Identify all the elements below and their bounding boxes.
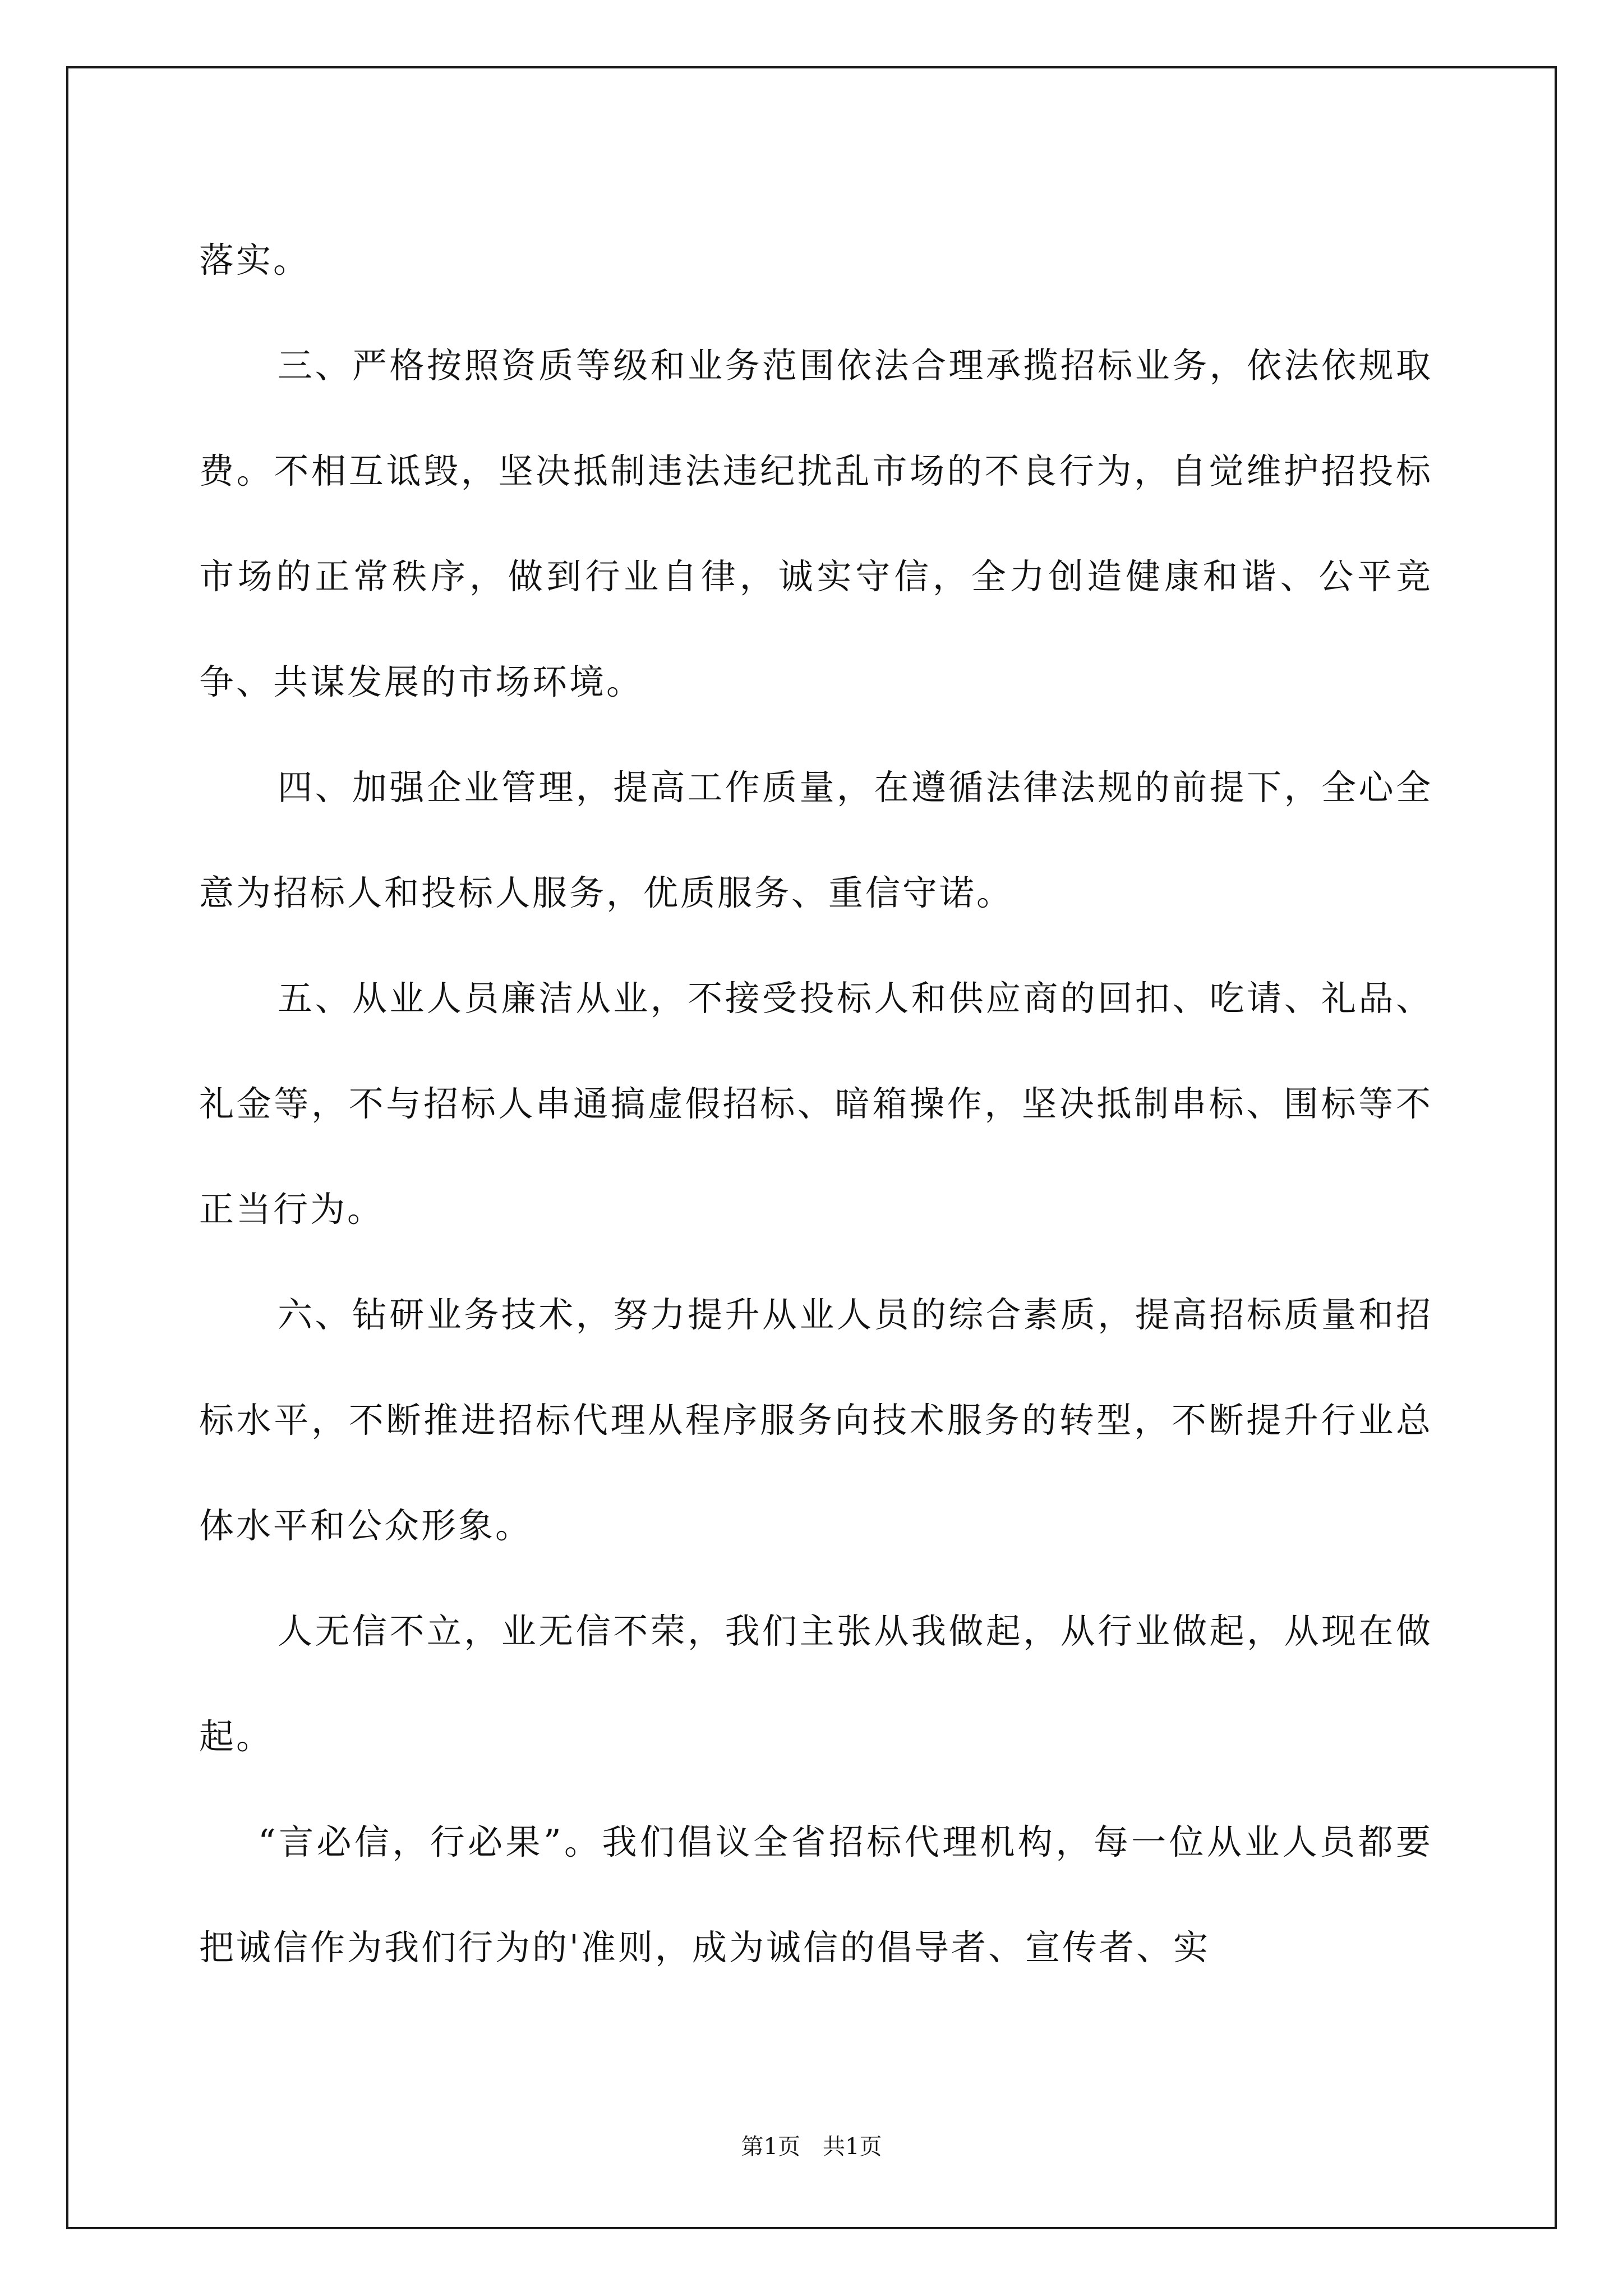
paragraph-1: 落实。 [199, 240, 311, 280]
paragraph-5: 六、钻研业务技术，努力提升从业人员的综合素质，提高招标质量和招标水平，不断推进招标代理从程序服务向技术服务的转型，不断提升行业总体水平和公众形象。 [199, 1294, 1433, 1546]
document-body [199, 208, 1433, 2000]
page-footer: 第1页 共1页 [741, 2134, 882, 2160]
paragraph-3: 四、加强企业管理，提高工作质量，在遵循法律法规的前提下，全心全意为招标人和投标人服务，优质服务、重信守诺。 [199, 767, 1433, 913]
paragraph-2: 三、严格按照资质等级和业务范围依法合理承揽招标业务，依法依规取费。不相互诋毁，坚决抵制违法违纪扰乱市场的不良行为，自觉维护招投标市场的正常秩序，做到行业自律，诚实守信，全力创造健康和谐、公平竞争、共谋发展的市场环境。 [199, 345, 1433, 702]
paragraph-6: 人无信不立，业无信不荣，我们主张从我做起，从行业做起，从现在做起。 [199, 1611, 1433, 1757]
paragraph-7: “言必信，行必果”。我们倡议全省招标代理机构，每一位从业人员都要把诚信作为我们行为的'准则，成为诚信的倡导者、宣传者、实 [199, 1821, 1433, 1968]
paragraph-4: 五、从业人员廉洁从业，不接受投标人和供应商的回扣、吃请、礼品、礼金等，不与招标人串通搞虚假招标、暗箱操作，坚决抵制串标、围标等不正当行为。 [199, 978, 1433, 1230]
